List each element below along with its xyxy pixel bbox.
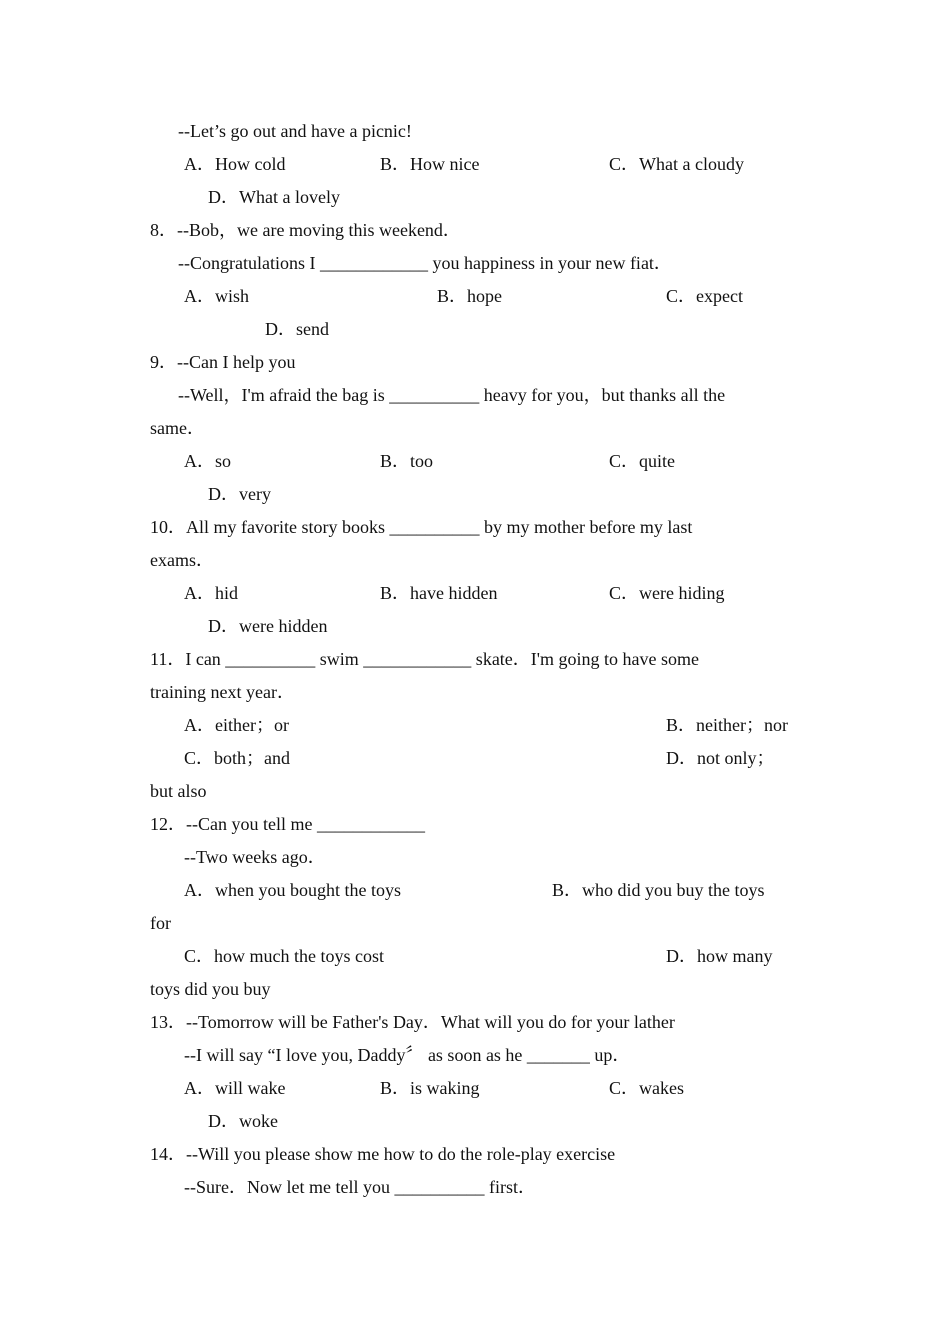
q10-option-b: B．have hidden bbox=[380, 583, 498, 603]
q13-stem: 13．--Tomorrow will be Father's Day．What will you do for your lather bbox=[150, 1012, 675, 1032]
q10-option-d: D．were hidden bbox=[208, 616, 328, 636]
q7-option-b: B．How nice bbox=[380, 154, 480, 174]
q11-option-b: B．neither；nor bbox=[666, 715, 788, 735]
q11-option-a: A．either；or bbox=[184, 715, 289, 735]
q9-option-a: A．so bbox=[184, 451, 232, 471]
q11-option-d: D．not only； bbox=[666, 748, 775, 768]
q7-option-a: A．How cold bbox=[184, 154, 286, 174]
q12-option-b: B．who did you buy the toys bbox=[552, 880, 765, 900]
q12-option-d-wrap: toys did you buy bbox=[150, 979, 271, 999]
q12-option-c: C．how much the toys cost bbox=[184, 946, 384, 966]
q11-stem-line1: 11．I can __________ swim ____________ skate．I'm going to have some bbox=[150, 649, 700, 669]
q10-stem-line2: exams． bbox=[150, 550, 214, 570]
q8-option-a: A．wish bbox=[184, 286, 250, 306]
q10-stem-line1: 10．All my favorite story books __________ by my mother before my last bbox=[150, 517, 693, 537]
q7-option-c: C．What a cloudy bbox=[609, 154, 744, 174]
q8-option-b: B．hope bbox=[437, 286, 502, 306]
q7-reply: --Let’s go out and have a picnic! bbox=[178, 121, 412, 141]
q12-stem: 12．--Can you tell me ____________ bbox=[150, 814, 425, 834]
q8-option-c: C．expect bbox=[666, 286, 743, 306]
q9-option-c: C．quite bbox=[609, 451, 675, 471]
q13-option-d: D．woke bbox=[208, 1111, 278, 1131]
q8-stem: 8．--Bob，we are moving this weekend． bbox=[150, 220, 461, 240]
q10-option-c: C．were hiding bbox=[609, 583, 725, 603]
q14-stem: 14．--Will you please show me how to do the role-play exercise bbox=[150, 1144, 616, 1164]
q12-reply: --Two weeks ago． bbox=[184, 847, 326, 867]
q13-option-b: B．is waking bbox=[380, 1078, 480, 1098]
q9-option-b: B．too bbox=[380, 451, 434, 471]
q9-reply-line2: same． bbox=[150, 418, 205, 438]
q11-option-c: C．both；and bbox=[184, 748, 290, 768]
q7-option-d: D．What a lovely bbox=[208, 187, 340, 207]
q8-option-d: D．send bbox=[265, 319, 329, 339]
q9-reply-line1: --Well，I'm afraid the bag is __________ heavy for you，but thanks all the bbox=[178, 385, 726, 405]
q13-reply: --I will say “I love you, Daddy〞 as soon as he _______ up． bbox=[184, 1045, 631, 1065]
q13-option-a: A．will wake bbox=[184, 1078, 286, 1098]
q14-reply: --Sure．Now let me tell you __________ first． bbox=[184, 1177, 536, 1197]
q12-option-a: A．when you bought the toys bbox=[184, 880, 401, 900]
q11-option-d-wrap: but also bbox=[150, 781, 207, 801]
q9-stem: 9．--Can I help you bbox=[150, 352, 296, 372]
q8-reply: --Congratulations I ____________ you happiness in your new fiat． bbox=[178, 253, 672, 273]
q10-option-a: A．hid bbox=[184, 583, 238, 603]
q9-option-d: D．very bbox=[208, 484, 271, 504]
q11-stem-line2: training next year． bbox=[150, 682, 295, 702]
q13-option-c: C．wakes bbox=[609, 1078, 684, 1098]
q12-option-b-wrap: for bbox=[150, 913, 171, 933]
q12-option-d: D．how many bbox=[666, 946, 773, 966]
